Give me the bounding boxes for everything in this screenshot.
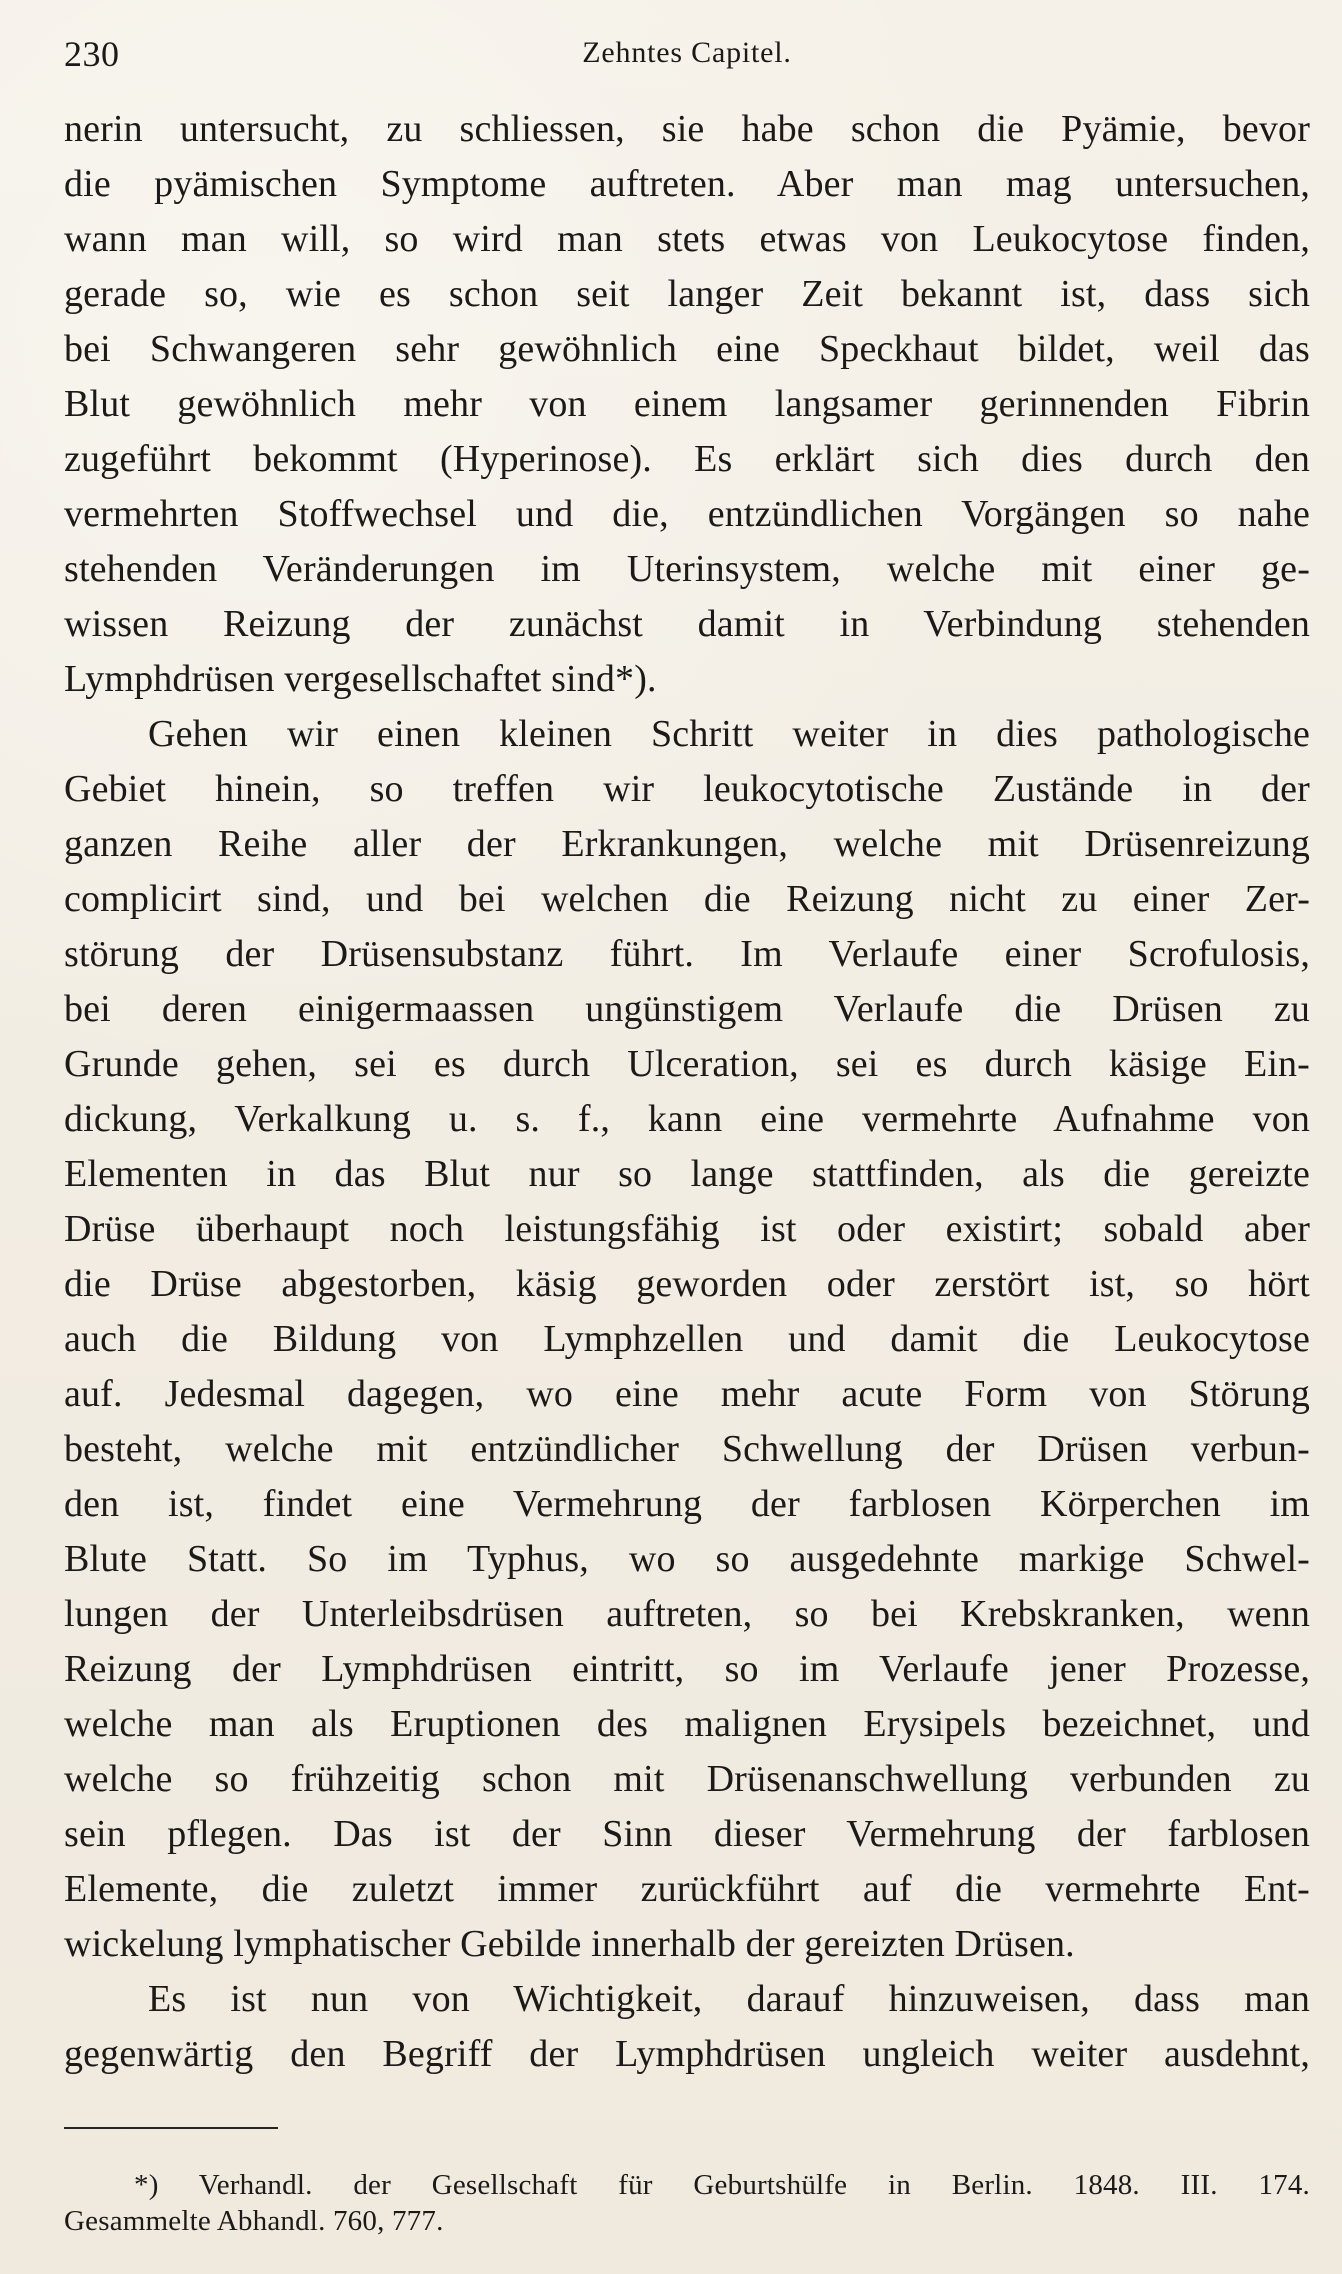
text-line: Blute Statt. So im Typhus, wo so ausgedehnte markige Schwel- bbox=[64, 1538, 1310, 1580]
text-line: wann man will, so wird man stets etwas von Leukocytose finden, bbox=[64, 218, 1310, 260]
text-line: Grunde gehen, sei es durch Ulceration, sei es durch käsige Ein- bbox=[64, 1043, 1310, 1085]
text-line: auf. Jedesmal dagegen, wo eine mehr acute Form von Störung bbox=[64, 1373, 1310, 1415]
footnote bbox=[64, 2167, 1310, 2239]
text-line: Elemente, die zuletzt immer zurückführt auf die vermehrte Ent- bbox=[64, 1868, 1310, 1910]
text-line: die pyämischen Symptome auftreten. Aber man mag untersuchen, bbox=[64, 163, 1310, 205]
text-line: welche so frühzeitig schon mit Drüsenanschwellung verbunden zu bbox=[64, 1758, 1310, 1800]
body-text bbox=[64, 102, 1310, 2082]
text-line: sein pflegen. Das ist der Sinn dieser Vermehrung der farblosen bbox=[64, 1813, 1310, 1855]
text-line: welche man als Eruptionen des malignen Erysipels bezeichnet, und bbox=[64, 1703, 1310, 1745]
text-line: wickelung lymphatischer Gebilde innerhalb der gereizten Drüsen. bbox=[64, 1923, 1075, 1965]
paragraph-2 bbox=[64, 707, 1310, 1972]
text-line: ganzen Reihe aller der Erkrankungen, welche mit Drüsenreizung bbox=[64, 823, 1310, 865]
text-line: vermehrten Stoffwechsel und die, entzündlichen Vorgängen so nahe bbox=[64, 493, 1310, 535]
text-line: gegenwärtig den Begriff der Lymphdrüsen ungleich weiter ausdehnt, bbox=[64, 2033, 1310, 2075]
text-line: complicirt sind, und bei welchen die Reizung nicht zu einer Zer- bbox=[64, 878, 1310, 920]
page-header bbox=[64, 36, 1310, 78]
text-line: zugeführt bekommt (Hyperinose). Es erklärt sich dies durch den bbox=[64, 438, 1310, 480]
text-line: lungen der Unterleibsdrüsen auftreten, so bei Krebskranken, wenn bbox=[64, 1593, 1310, 1635]
text-line: die Drüse abgestorben, käsig geworden oder zerstört ist, so hört bbox=[64, 1263, 1310, 1305]
paragraph-3 bbox=[64, 1972, 1310, 2082]
text-line: auch die Bildung von Lymphzellen und damit die Leukocytose bbox=[64, 1318, 1310, 1360]
text-line: Reizung der Lymphdrüsen eintritt, so im Verlaufe jener Prozesse, bbox=[64, 1648, 1310, 1690]
paragraph-1 bbox=[64, 102, 1310, 707]
page-number: 230 bbox=[64, 34, 120, 74]
text-line: dickung, Verkalkung u. s. f., kann eine vermehrte Aufnahme von bbox=[64, 1098, 1310, 1140]
text-line: gerade so, wie es schon seit langer Zeit bekannt ist, dass sich bbox=[64, 273, 1310, 315]
text-line: Elementen in das Blut nur so lange stattfinden, als die gereizte bbox=[64, 1153, 1310, 1195]
text-line: nerin untersucht, zu schliessen, sie habe schon die Pyämie, bevor bbox=[64, 108, 1310, 150]
footnote-line: *) Verhandl. der Gesellschaft für Geburtshülfe in Berlin. 1848. III. 174. bbox=[134, 2169, 1310, 2201]
footnote-line: Gesammelte Abhandl. 760, 777. bbox=[64, 2205, 444, 2237]
text-line: wissen Reizung der zunächst damit in Verbindung stehenden bbox=[64, 603, 1310, 645]
text-line: Blut gewöhnlich mehr von einem langsamer gerinnenden Fibrin bbox=[64, 383, 1310, 425]
footnote-rule bbox=[64, 2127, 278, 2129]
text-line: störung der Drüsensubstanz führt. Im Verlaufe einer Scrofulosis, bbox=[64, 933, 1310, 975]
text-line: Lymphdrüsen vergesellschaftet sind*). bbox=[64, 658, 657, 700]
text-line: Drüse überhaupt noch leistungsfähig ist oder existirt; sobald aber bbox=[64, 1208, 1310, 1250]
text-line: bei deren einigermaassen ungünstigem Verlaufe die Drüsen zu bbox=[64, 988, 1310, 1030]
text-line: besteht, welche mit entzündlicher Schwellung der Drüsen verbun- bbox=[64, 1428, 1310, 1470]
text-line: Es ist nun von Wichtigkeit, darauf hinzuweisen, dass man bbox=[148, 1978, 1310, 2020]
text-line: Gehen wir einen kleinen Schritt weiter in dies pathologische bbox=[148, 713, 1310, 755]
text-line: stehenden Veränderungen im Uterinsystem, welche mit einer ge- bbox=[64, 548, 1310, 590]
text-line: Gebiet hinein, so treffen wir leukocytotische Zustände in der bbox=[64, 768, 1310, 810]
text-line: den ist, findet eine Vermehrung der farblosen Körperchen im bbox=[64, 1483, 1310, 1525]
running-head: Zehntes Capitel. bbox=[582, 36, 792, 69]
text-line: bei Schwangeren sehr gewöhnlich eine Speckhaut bildet, weil das bbox=[64, 328, 1310, 370]
